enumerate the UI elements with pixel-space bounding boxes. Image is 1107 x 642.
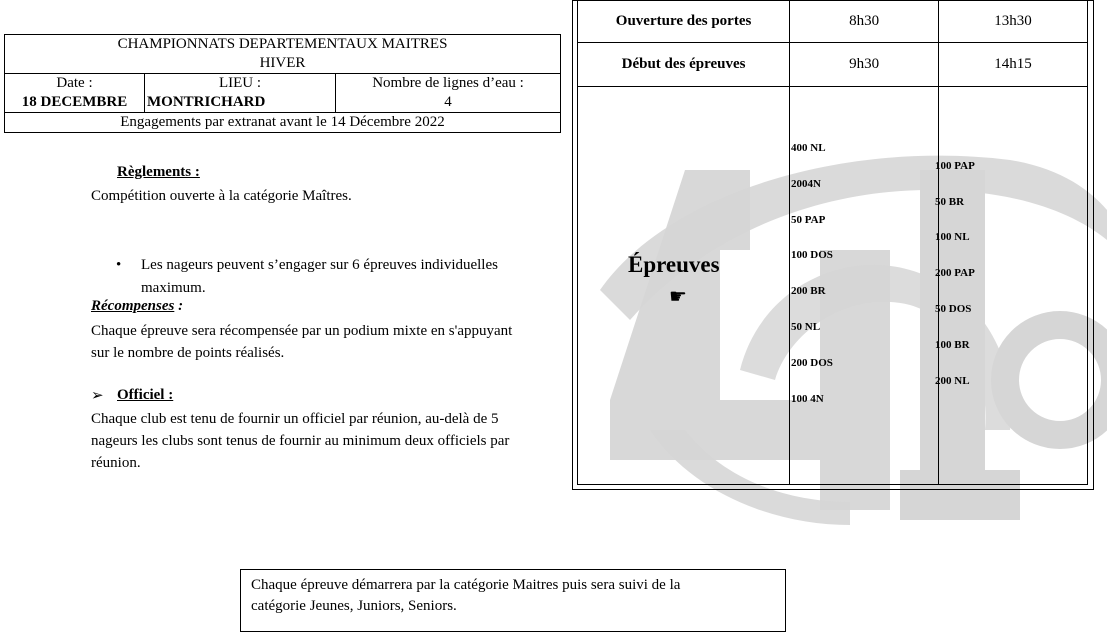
engagements-text: Engagements par extranat avant le 14 Décembre 2022	[120, 114, 445, 130]
bullet-line2: maximum.	[141, 280, 206, 296]
recompenses-line2: sur le nombre de points réalisés.	[91, 345, 285, 361]
lieu-label: LIEU :	[218, 75, 262, 91]
morning-event: 200 BR	[791, 285, 826, 297]
bullet-dot: •	[116, 257, 122, 273]
recompenses-heading-wrap	[91, 298, 183, 315]
header-table	[4, 34, 561, 133]
afternoon-event: 100 NL	[935, 231, 970, 243]
afternoon-event: 100 PAP	[935, 160, 975, 172]
note-line2: catégorie Jeunes, Juniors, Seniors.	[251, 598, 457, 614]
row2-afternoon: 14h15	[939, 43, 1088, 87]
row1-label: Ouverture des portes	[578, 1, 790, 43]
row2-morning: 9h30	[790, 43, 939, 87]
reglements-text: Compétition ouverte à la catégorie Maîtres.	[91, 188, 352, 204]
lignes-cell	[336, 74, 561, 113]
row1-morning: 8h30	[790, 1, 939, 43]
row2-label: Début des épreuves	[578, 43, 790, 87]
schedule-table	[577, 0, 1088, 485]
morning-event: 2004N	[791, 178, 821, 190]
date-cell	[5, 74, 145, 113]
morning-event: 200 DOS	[791, 357, 833, 369]
morning-event: 400 NL	[791, 142, 826, 154]
morning-event: 50 PAP	[791, 214, 826, 226]
note-line1: Chaque épreuve démarrera par la catégorie Maitres puis sera suivi de la	[251, 577, 681, 593]
recompenses-line1: Chaque épreuve sera récompensée par un podium mixte en s'appuyant	[91, 323, 513, 339]
officiel-line3: réunion.	[91, 455, 141, 471]
bullet-line1: Les nageurs peuvent s’engager sur 6 épreuves individuelles	[141, 257, 498, 273]
morning-event: 100 4N	[791, 393, 824, 405]
morning-event: 100 DOS	[791, 249, 833, 261]
pointer-icon: ☛	[669, 286, 687, 308]
afternoon-event: 50 DOS	[935, 303, 972, 315]
engagements-cell	[5, 113, 561, 133]
officiel-heading: Officiel :	[117, 387, 174, 403]
lieu-cell	[145, 74, 336, 113]
officiel-line1: Chaque club est tenu de fournir un officiel par réunion, au-delà de 5	[91, 411, 499, 427]
date-value: 18 DECEMBRE	[21, 94, 128, 110]
title-cell	[5, 35, 561, 74]
afternoon-event: 50 BR	[935, 196, 965, 208]
title-line1: CHAMPIONNATS DEPARTEMENTAUX MAITRES	[117, 36, 448, 52]
lignes-value: 4	[444, 94, 452, 110]
afternoon-event: 200 PAP	[935, 267, 975, 279]
officiel-line2: nageurs les clubs sont tenus de fournir au minimum deux officiels par	[91, 433, 510, 449]
lieu-value: MONTRICHARD	[147, 94, 266, 110]
afternoon-event: 100 BR	[935, 339, 970, 351]
date-label: Date :	[56, 75, 93, 91]
morning-event: 50 NL	[791, 321, 821, 333]
officiel-marker: ➢	[91, 388, 104, 404]
recompenses-colon: :	[174, 298, 184, 314]
epreuves-label: Épreuves	[628, 252, 720, 277]
row1-afternoon: 13h30	[939, 1, 1088, 43]
afternoon-event: 200 NL	[935, 375, 970, 387]
recompenses-heading: Récompenses	[91, 298, 175, 314]
note-box	[240, 569, 786, 632]
afternoon-events-cell	[939, 87, 1088, 485]
lignes-label: Nombre de lignes d’eau :	[372, 75, 524, 91]
reglements-heading: Règlements :	[117, 164, 200, 180]
title-line2: HIVER	[259, 55, 306, 71]
